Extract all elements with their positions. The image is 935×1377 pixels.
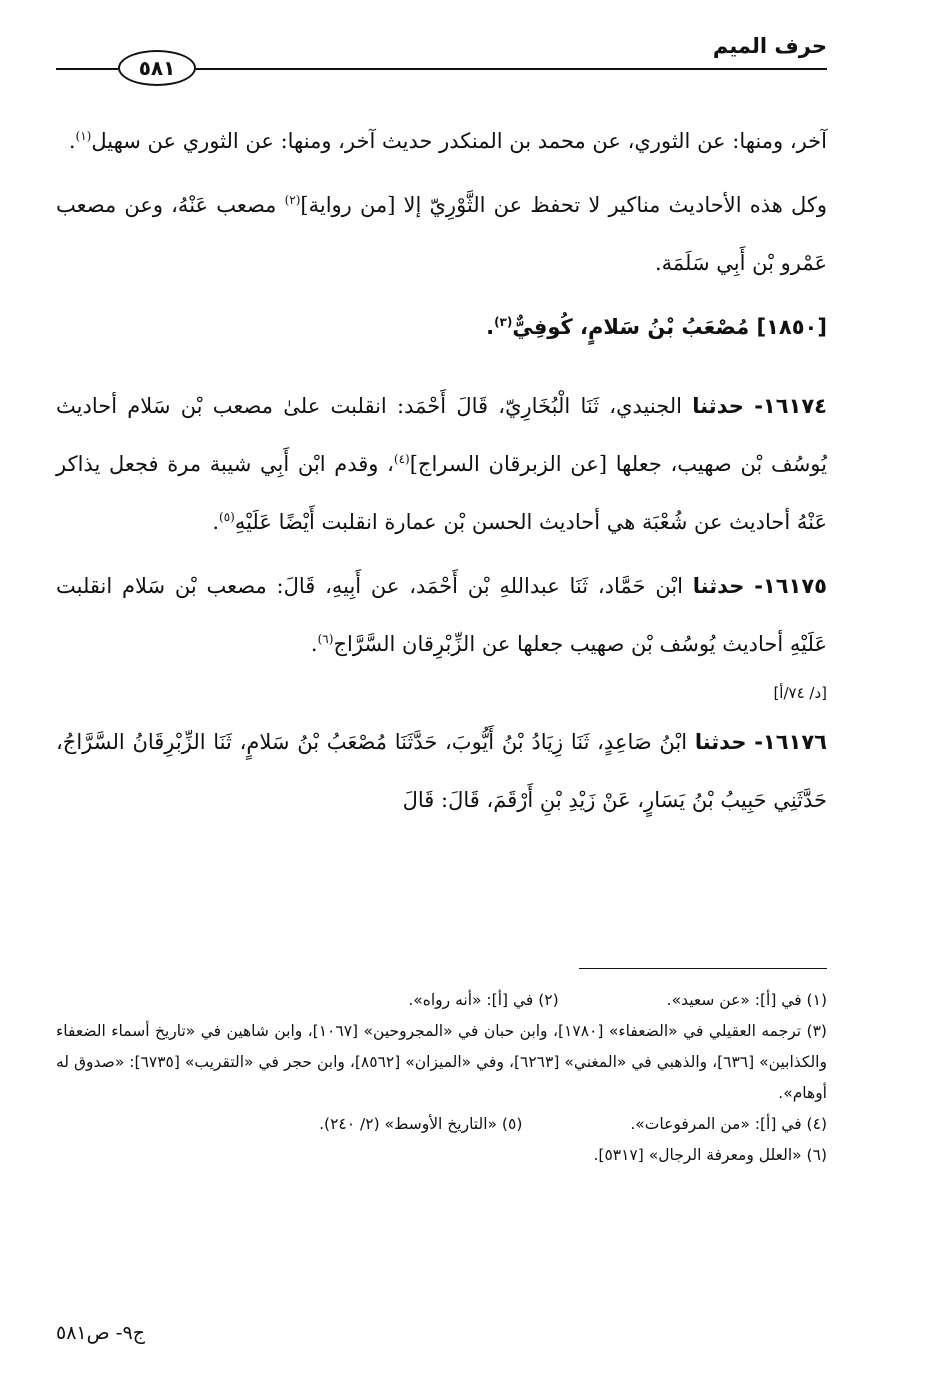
footnote-ref-5: (٥) <box>219 510 235 524</box>
volume-page-footer: ج٩- ص٥٨١ <box>56 1322 145 1344</box>
footnote-4: (٤) في [أ]: «من المرفوعات». <box>630 1115 827 1133</box>
footnote-ref-3: (٣) <box>494 315 513 329</box>
header-rule-left <box>56 68 118 70</box>
entry-heading <box>56 298 827 356</box>
hadith-text: ابْنُ صَاعِدٍ، ثَنَا زِيَادُ بْنُ أَيُّوبَ، حَدَّثَنَا مُصْعَبُ بْنُ سَلامٍ، ثَنَا الزِّبْرِقَانُ السَّرَّاجُ، حَدَّثَنِي حَبِيبُ بْنُ يَسَارٍ، عَنْ زَيْدِ بْنِ أَرْقَمَ، قَالَ: قَالَ <box>56 730 827 812</box>
footnote-row-1 <box>56 985 827 1016</box>
hadith-keyword: حدثنا <box>692 394 744 418</box>
hadith-number: ١٦١٧٥- <box>754 574 827 598</box>
hadith-number: ١٦١٧٤- <box>754 394 827 418</box>
paragraph-1-end: . <box>68 129 76 153</box>
chapter-title: حرف الميم <box>712 34 827 58</box>
hadith-number: ١٦١٧٦- <box>754 730 827 754</box>
hadith-text: ابْن حَمَّاد، ثَنَا عبداللهِ بْن أَحْمَد، عن أَبِيهِ، قَالَ: مصعب بْن سَلام انقلبت عَلَيْهِ أحاديث يُوسُف بْن صهيب جعلها عن الزِّبْرِقان السَّرَّاج <box>56 574 827 656</box>
hadith-16176 <box>56 713 827 829</box>
hadith-keyword: حدثنا <box>692 574 745 598</box>
footnote-5: (٥) «التاريخ الأوسط» (٢/ ٢٤٠). <box>319 1115 523 1133</box>
footnote-1: (١) في [أ]: «عن سعيد». <box>666 991 827 1009</box>
hadith-keyword: حدثنا <box>694 730 747 754</box>
footnotes <box>56 985 827 1171</box>
hadith-text-a: الجنيدي، ثَنَا الْبُخَارِيّ، قَالَ أَحْمَد: انقلبت علىٰ مصعب بْن سَلام أحاديث يُوسُف بْن صهيب، جعلها [عن الزبرقان السراج] <box>56 394 827 476</box>
hadith-text-b: ، وقدم ابْن أَبِي شيبة مرة فجعل يذاكر عَنْهُ أحاديث عن شُعْبَة هي أحاديث الحسن بْن عمارة انقلبت أَيْضًا عَلَيْهِ <box>56 452 827 534</box>
hadith-16174 <box>56 377 827 551</box>
footnote-ref-2: (٢) <box>284 193 301 207</box>
footnote-3: (٣) ترجمه العقيلي في «الضعفاء» [١٧٨٠]، وابن حبان في «المجروحين» [١٠٦٧]، وابن شاهين في «تاريخ أسماء الضعفاء والكذابين» [٦٣٦]، والذهبي في «المغني» [٦٢٦٣]، وفي «الميزان» [٨٥٦٢]، وابن حجر في «التقريب» [٦٧٣٥]: «صدوق له أوهام». <box>56 1022 827 1102</box>
footnote-row-2 <box>56 1109 827 1140</box>
paragraph-1 <box>56 112 827 170</box>
main-text <box>56 112 827 829</box>
paragraph-2 <box>56 176 827 292</box>
footnote-ref-4: (٤) <box>393 452 410 466</box>
hadith-16175 <box>56 557 827 673</box>
paragraph-2-text-a: وكل هذه الأحاديث مناكير لا تحفظ عن الثَّوْرِيّ إلا [من رواية] <box>300 193 827 217</box>
hadith-end: . <box>212 510 219 534</box>
paragraph-1-text: آخر، ومنها: عن الثوري، عن محمد بن المنكدر حديث آخر، ومنها: عن الثوري عن سهيل <box>91 129 827 153</box>
page-number: ٥٨١ <box>118 50 196 86</box>
entry-heading-text: [١٨٥٠] مُصْعَبُ بْنُ سَلامٍ، كُوفِيٌّ <box>512 315 827 339</box>
footnote-ref-1: (١) <box>75 129 92 143</box>
paragraph-2-text-b: مصعب عَنْهُ، وعن مصعب عَمْرو بْن أَبِي سَلَمَة. <box>56 193 827 275</box>
footnote-6: (٦) «العلل ومعرفة الرجال» [٥٣١٧]. <box>593 1146 827 1164</box>
footnote-ref-6: (٦) <box>317 632 334 646</box>
footnote-separator <box>579 968 827 969</box>
header-rule <box>196 68 827 70</box>
footnote-2: (٢) في [أ]: «أنه رواه». <box>408 991 559 1009</box>
manuscript-ref: [د/ ٧٤/أ] <box>773 684 827 702</box>
entry-heading-end: . <box>486 315 495 339</box>
hadith-end: . <box>310 632 318 656</box>
